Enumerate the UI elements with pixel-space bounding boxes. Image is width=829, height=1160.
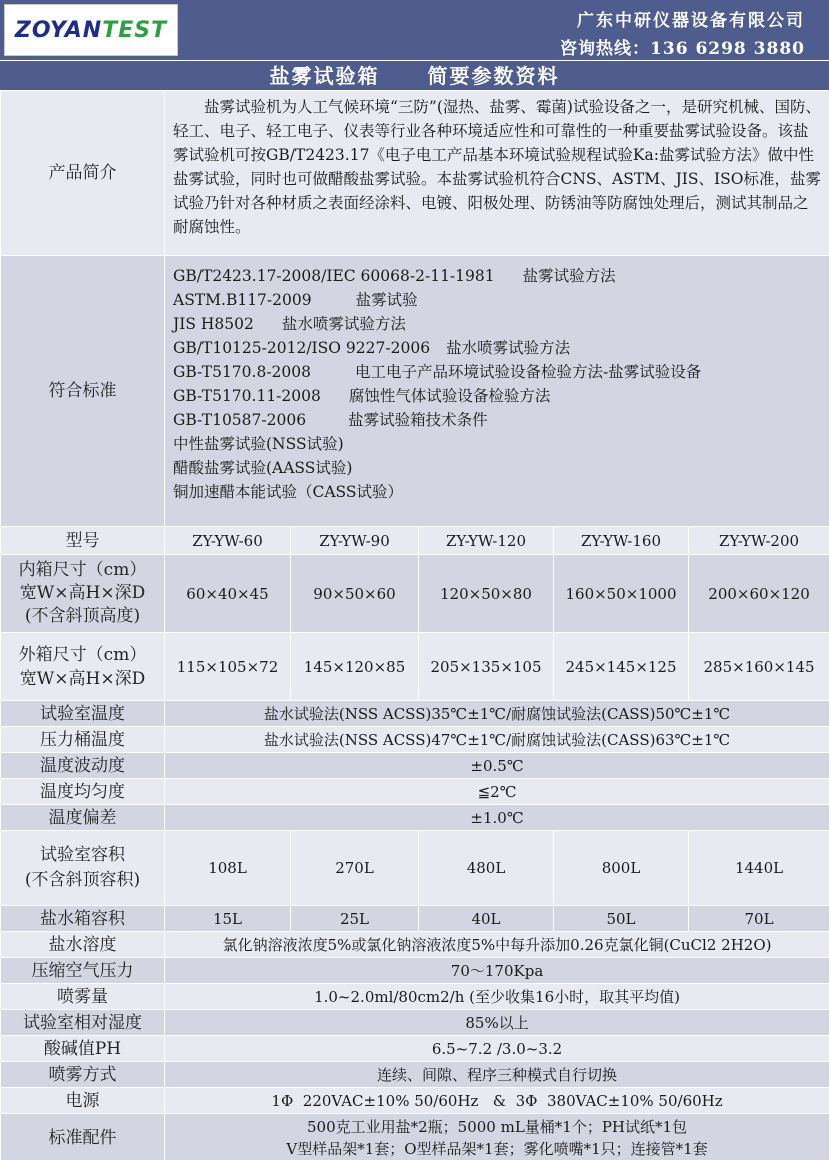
logo-text: ZOYANTEST bbox=[14, 17, 168, 43]
outer-size-label: 外箱尺寸（cm） 宽W×高H×深D bbox=[1, 633, 165, 701]
temp-uniform-label: 温度均匀度 bbox=[1, 779, 165, 805]
model-cell: ZY-YW-60 bbox=[165, 527, 291, 555]
standard-item: JIS H8502 盐水喷雾试验方法 bbox=[173, 315, 406, 333]
volume-cell: 480L bbox=[419, 831, 554, 906]
row-inner-size bbox=[1, 555, 829, 633]
inner-size-label: 内箱尺寸（cm） 宽W×高H×深D (不含斜顶高度) bbox=[1, 555, 165, 633]
inner-size-cell: 90×50×60 bbox=[291, 555, 419, 633]
company-name: 广东中研仪器设备有限公司 bbox=[577, 11, 805, 31]
power-value: 1Φ 220VAC±10% 50/60Hz & 3Φ 380VAC±10% 50/60Hz bbox=[165, 1088, 829, 1114]
row-accessories bbox=[1, 1114, 829, 1160]
row-temp-dev bbox=[1, 805, 829, 831]
document-title bbox=[0, 60, 829, 90]
salt-value: 氯化钠溶液浓度5%或氯化钠溶液浓度5%中每升添加0.26克氯化铜(CuCl2 2H2O) bbox=[165, 932, 829, 958]
inner-size-cell: 160×50×1000 bbox=[554, 555, 689, 633]
row-air-pressure bbox=[1, 958, 829, 984]
spec-table bbox=[0, 90, 829, 1160]
volume-cell: 1440L bbox=[689, 831, 829, 906]
barrel-temp-label: 压力桶温度 bbox=[1, 727, 165, 753]
inner-size-cell: 200×60×120 bbox=[689, 555, 829, 633]
company-logo bbox=[4, 4, 178, 56]
model-label: 型号 bbox=[1, 527, 165, 555]
row-temp-fluct bbox=[1, 753, 829, 779]
spray-label: 喷雾量 bbox=[1, 984, 165, 1010]
row-barrel-temp bbox=[1, 727, 829, 753]
volume-cell: 108L bbox=[165, 831, 291, 906]
title-main: 盐雾试验箱 bbox=[269, 64, 380, 88]
spray-value: 1.0~2.0ml/80cm2/h (至少收集16小时，取其平均值) bbox=[165, 984, 829, 1010]
spray-mode-value: 连续、间隙、程序三种模式自行切换 bbox=[165, 1062, 829, 1088]
temp-dev-value: ±1.0℃ bbox=[165, 805, 829, 831]
accessories-value bbox=[165, 1114, 829, 1160]
brine-volume-cell: 40L bbox=[419, 906, 554, 932]
spray-mode-label: 喷雾方式 bbox=[1, 1062, 165, 1088]
chamber-temp-value: 盐水试验法(NSS ACSS)35℃±1℃/耐腐蚀试验法(CASS)50℃±1℃ bbox=[165, 701, 829, 727]
air-pressure-label: 压缩空气压力 bbox=[1, 958, 165, 984]
row-standards bbox=[1, 256, 829, 527]
chamber-temp-label: 试验室温度 bbox=[1, 701, 165, 727]
brine-volume-cell: 70L bbox=[689, 906, 829, 932]
standard-item: GB-T5170.11-2008 腐蚀性气体试验设备检验方法 bbox=[173, 387, 551, 405]
standard-item: 醋酸盐雾试验(AASS试验) bbox=[173, 459, 353, 477]
model-cell: ZY-YW-200 bbox=[689, 527, 829, 555]
salt-label: 盐水溶度 bbox=[1, 932, 165, 958]
air-pressure-value: 70～170Kpa bbox=[165, 958, 829, 984]
title-sub: 简要参数资料 bbox=[427, 64, 560, 88]
power-label: 电源 bbox=[1, 1088, 165, 1114]
ph-value: 6.5~7.2 /3.0~3.2 bbox=[165, 1036, 829, 1062]
row-outer-size bbox=[1, 633, 829, 701]
temp-uniform-value: ≦2℃ bbox=[165, 779, 829, 805]
accessories-label: 标准配件 bbox=[1, 1114, 165, 1160]
humidity-label: 试验室相对湿度 bbox=[1, 1010, 165, 1036]
row-models bbox=[1, 527, 829, 555]
row-intro bbox=[1, 91, 829, 256]
intro-label: 产品简介 bbox=[1, 91, 165, 256]
standard-item: GB-T5170.8-2008 电工电子产品环境试验设备检验方法-盐雾试验设备 bbox=[173, 363, 702, 381]
model-cell: ZY-YW-90 bbox=[291, 527, 419, 555]
humidity-value: 85%以上 bbox=[165, 1010, 829, 1036]
brine-volume-cell: 25L bbox=[291, 906, 419, 932]
standard-item: GB/T2423.17-2008/IEC 60068-2-11-1981 盐雾试验方法 bbox=[173, 267, 616, 285]
model-cell: ZY-YW-120 bbox=[419, 527, 554, 555]
standard-item: 中性盐雾试验(NSS试验) bbox=[173, 435, 344, 453]
volume-cell: 270L bbox=[291, 831, 419, 906]
temp-fluct-label: 温度波动度 bbox=[1, 753, 165, 779]
model-cell: ZY-YW-160 bbox=[554, 527, 689, 555]
accessories-line: 500克工业用盐*2瓶；5000 mL量桶*1个；PH试纸*1包 bbox=[306, 1117, 688, 1136]
standard-item: ASTM.B117-2009 盐雾试验 bbox=[173, 291, 418, 309]
row-volume bbox=[1, 831, 829, 906]
outer-size-cell: 115×105×72 bbox=[165, 633, 291, 701]
row-power bbox=[1, 1088, 829, 1114]
standards-label: 符合标准 bbox=[1, 256, 165, 527]
standard-item: GB/T10125-2012/ISO 9227-2006 盐水喷雾试验方法 bbox=[173, 339, 571, 357]
row-chamber-temp bbox=[1, 701, 829, 727]
temp-dev-label: 温度偏差 bbox=[1, 805, 165, 831]
row-spray bbox=[1, 984, 829, 1010]
row-ph bbox=[1, 1036, 829, 1062]
standards-list bbox=[167, 256, 827, 504]
volume-label: 试验室容积 (不含斜顶容积) bbox=[1, 831, 165, 906]
row-humidity bbox=[1, 1010, 829, 1036]
accessories-line: V型样品架*1套；O型样品架*1套；雾化喷嘴*1只；连接管*1套 bbox=[286, 1139, 708, 1158]
volume-cell: 800L bbox=[554, 831, 689, 906]
intro-text: 盐雾试验机为人工气候环境“三防”(湿热、盐雾、霉菌)试验设备之一，是研究机械、国防、轻工、电子、轻工电子、仪表等行业各种环境适应性和可靠性的一种重要盐雾试验设备。该盐雾试验机可按GB/T2423.17《电子电工产品基本环境试验规程试验Ka:盐雾试验方法》做中性盐雾试验，同时也可做醋酸盐雾试验。本盐雾试验机符合CNS、ASTM、JIS、ISO标准，盐雾试验乃针对各种材质之表面经涂料、电镀、阳极处理、防锈油等防腐蚀处理后，测试其制品之耐腐蚀性。 bbox=[173, 98, 821, 236]
brine-volume-label: 盐水箱容积 bbox=[1, 906, 165, 932]
standard-item: GB-T10587-2006 盐雾试验箱技术条件 bbox=[173, 411, 488, 429]
row-brine-volume bbox=[1, 906, 829, 932]
barrel-temp-value: 盐水试验法(NSS ACSS)47℃±1℃/耐腐蚀试验法(CASS)63℃±1℃ bbox=[165, 727, 829, 753]
outer-size-cell: 205×135×105 bbox=[419, 633, 554, 701]
outer-size-cell: 245×145×125 bbox=[554, 633, 689, 701]
outer-size-cell: 285×160×145 bbox=[689, 633, 829, 701]
inner-size-cell: 120×50×80 bbox=[419, 555, 554, 633]
standard-item: 铜加速醋本能试验（CASS试验） bbox=[173, 483, 404, 501]
row-temp-uniform bbox=[1, 779, 829, 805]
row-salt bbox=[1, 932, 829, 958]
ph-label: 酸碱值PH bbox=[1, 1036, 165, 1062]
header-banner bbox=[0, 0, 829, 60]
inner-size-cell: 60×40×45 bbox=[165, 555, 291, 633]
row-spray-mode bbox=[1, 1062, 829, 1088]
hotline: 咨询热线：136 6298 3880 bbox=[560, 39, 805, 59]
outer-size-cell: 145×120×85 bbox=[291, 633, 419, 701]
temp-fluct-value: ±0.5℃ bbox=[165, 753, 829, 779]
brine-volume-cell: 15L bbox=[165, 906, 291, 932]
brine-volume-cell: 50L bbox=[554, 906, 689, 932]
